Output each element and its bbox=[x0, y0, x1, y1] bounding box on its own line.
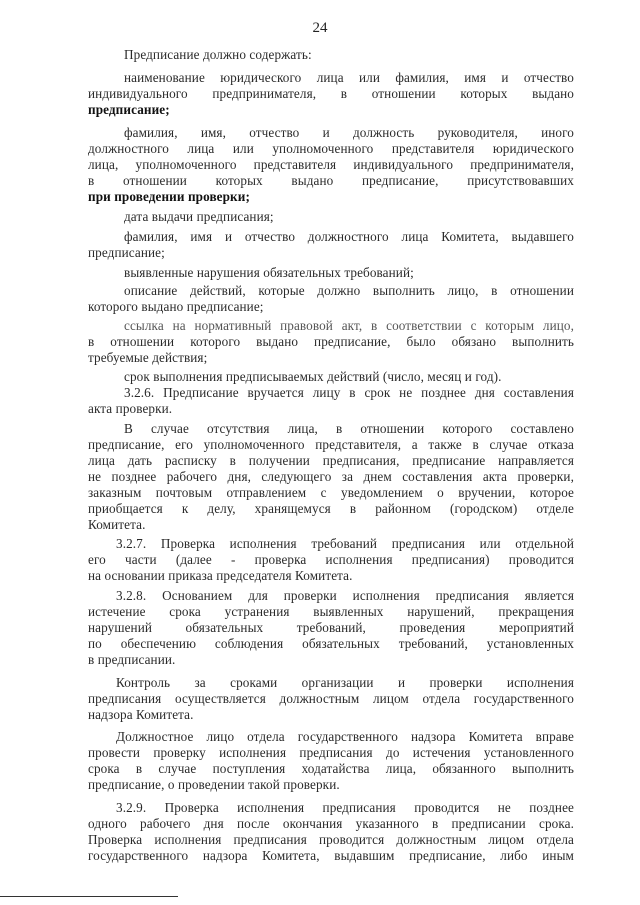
text-line: акта проверки. bbox=[88, 401, 173, 416]
text-line: его части (далее - проверка исполнения предписания) проводится bbox=[88, 552, 574, 567]
text-line: Проверка исполнения предписания проводится должностным лицом отдела bbox=[88, 832, 574, 847]
text-line: ссылка на нормативный правовой акт, в соответствии с которым лицо, bbox=[124, 318, 574, 333]
text-line: 3.2.6. Предписание вручается лицу в срок не позднее дня составления bbox=[124, 385, 574, 400]
text-line: в предписании. bbox=[88, 652, 176, 667]
footnote-divider bbox=[0, 896, 178, 897]
text-line: выявленные нарушения обязательных требований; bbox=[124, 265, 414, 280]
text-line: Должностное лицо отдела государственного надзора Комитета вправе bbox=[116, 729, 574, 744]
text-line: индивидуального предпринимателя, в отношении которых выдано bbox=[88, 86, 574, 101]
text-line: по обеспечению соблюдения обязательных требований, установленных bbox=[88, 636, 574, 651]
text-line: фамилия, имя, отчество и должность руководителя, иного bbox=[124, 125, 574, 140]
text-line: 3.2.9. Проверка исполнения предписания проводится не позднее bbox=[116, 800, 574, 815]
text-line: предписание; bbox=[88, 245, 165, 260]
text-line: предписание, о проведении такой проверки. bbox=[88, 777, 340, 792]
text-line: наименование юридического лица или фамилия, имя и отчество bbox=[124, 70, 574, 85]
text-line: В случае отсутствия лица, в отношении которого составлено bbox=[124, 421, 574, 436]
text-line: 3.2.7. Проверка исполнения требований предписания или отдельной bbox=[116, 536, 574, 551]
text-line: государственного надзора Комитета, выдавшим предписание, либо иным bbox=[88, 848, 574, 863]
text-line: описание действий, которые должно выполнить лицо, в отношении bbox=[124, 283, 574, 298]
text-line: не позднее рабочего дня, следующего за днем составления акта проверки, bbox=[88, 469, 574, 484]
text-line: срок выполнения предписываемых действий (число, месяц и год). bbox=[124, 369, 502, 384]
text-line: при проведении проверки; bbox=[88, 189, 250, 204]
text-line: 3.2.8. Основанием для проверки исполнения предписания является bbox=[116, 588, 574, 603]
text-line: требуемые действия; bbox=[88, 350, 208, 365]
text-line: которого выдано предписание; bbox=[88, 299, 264, 314]
text-line: нарушений обязательных требований, проведения мероприятий bbox=[88, 620, 574, 635]
text-line: лица дать расписку в получении предписания, предписание направляется bbox=[88, 453, 574, 468]
text-line: в отношении которого выдано предписание, было обязано выполнить bbox=[88, 334, 574, 349]
text-line: фамилия, имя и отчество должностного лица Комитета, выдавшего bbox=[124, 229, 574, 244]
text-line: в отношении которых выдано предписание, присутствовавших bbox=[88, 173, 574, 188]
text-line: Предписание должно содержать: bbox=[124, 47, 312, 62]
text-line: на основании приказа председателя Комитета. bbox=[88, 568, 353, 583]
text-line: заказным почтовым отправлением с уведомлением о вручении, которое bbox=[88, 485, 574, 500]
text-line: должностного лица или уполномоченного представителя юридического bbox=[88, 141, 574, 156]
text-line: срока в случае поступления ходатайства лица, обязанного выполнить bbox=[88, 761, 574, 776]
text-line: Комитета. bbox=[88, 517, 146, 532]
text-line: истечение срока устранения выявленных нарушений, прекращения bbox=[88, 604, 574, 619]
text-line: надзора Комитета. bbox=[88, 707, 194, 722]
page-number: 24 bbox=[312, 20, 328, 36]
text-line: предписание, его уполномоченного представителя, а также в случае отказа bbox=[88, 437, 574, 452]
text-line: одного рабочего дня после окончания указанного в предписании срока. bbox=[88, 816, 574, 831]
text-line: лица, уполномоченного представителя индивидуального предпринимателя, bbox=[88, 157, 574, 172]
text-line: дата выдачи предписания; bbox=[124, 209, 274, 224]
text-line: приобщается к делу, хранящемуся в районном (городском) отделе bbox=[88, 501, 574, 516]
text-line: провести проверку исполнения предписания до истечения установленного bbox=[88, 745, 574, 760]
text-line: Контроль за сроками организации и проверки исполнения bbox=[116, 675, 574, 690]
text-line: предписание; bbox=[88, 102, 170, 117]
text-line: предписания осуществляется должностным лицом отдела государственного bbox=[88, 691, 574, 706]
